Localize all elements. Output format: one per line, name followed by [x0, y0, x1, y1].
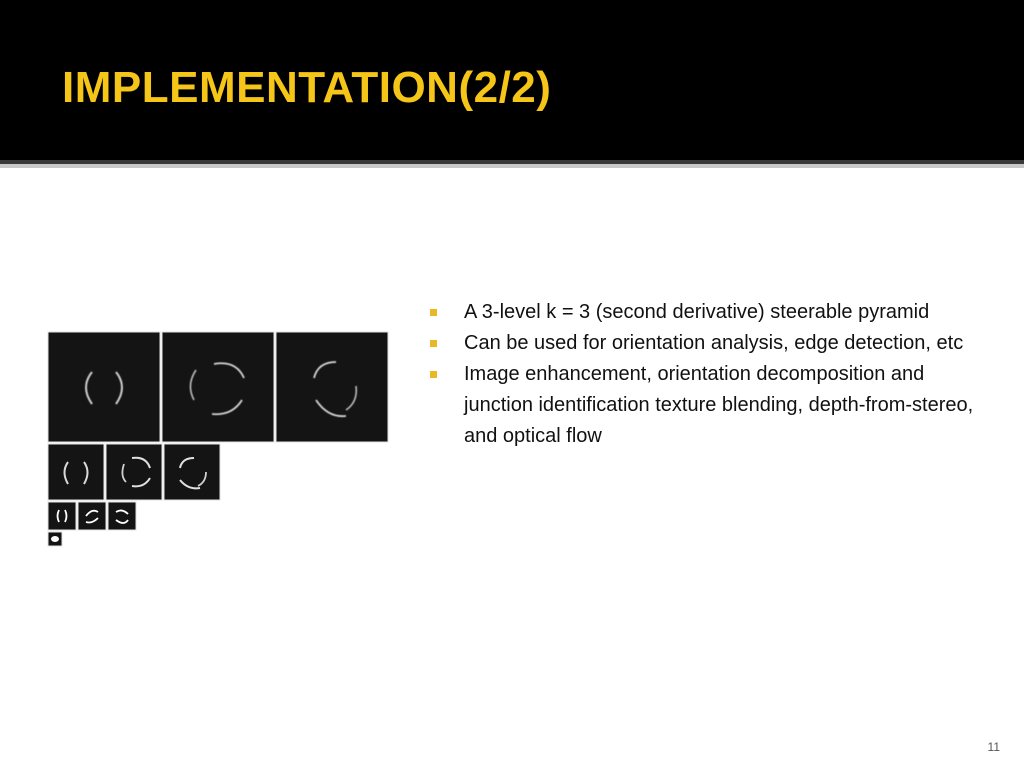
bullet-item	[424, 297, 984, 328]
slide-title: IMPLEMENTATION(2/2)	[62, 63, 552, 112]
level3-band-3	[108, 502, 136, 530]
level2-band-2	[106, 444, 162, 500]
pyramid-lowpass	[48, 532, 62, 546]
bullet-square-icon	[430, 371, 437, 378]
level1-band-3	[276, 332, 388, 442]
title-bar	[0, 0, 1024, 160]
bullet-text: Can be used for orientation analysis, edge detection, etc	[464, 332, 964, 354]
page-number: 11	[987, 740, 1000, 754]
header-divider-shadow	[0, 164, 1024, 168]
pyramid-level-1	[48, 332, 388, 442]
bullet-square-icon	[430, 309, 437, 316]
bullet-item	[424, 359, 984, 452]
bullet-text: A 3-level k = 3 (second derivative) steerable pyramid	[464, 301, 930, 323]
level2-band-1	[48, 444, 104, 500]
level1-band-2	[162, 332, 274, 442]
level1-band-1	[48, 332, 160, 442]
level3-band-2	[78, 502, 106, 530]
level3-band-1	[48, 502, 76, 530]
bullet-text: Image enhancement, orientation decomposition and junction identification texture blending, depth-from-stereo, and optical flow	[464, 363, 974, 447]
pyramid-level-2	[48, 444, 220, 500]
steerable-pyramid-figure	[46, 330, 390, 550]
bullet-square-icon	[430, 340, 437, 347]
bullet-list	[424, 297, 984, 452]
level2-band-3	[164, 444, 220, 500]
pyramid-level-3	[48, 502, 136, 530]
bullet-item	[424, 328, 984, 359]
